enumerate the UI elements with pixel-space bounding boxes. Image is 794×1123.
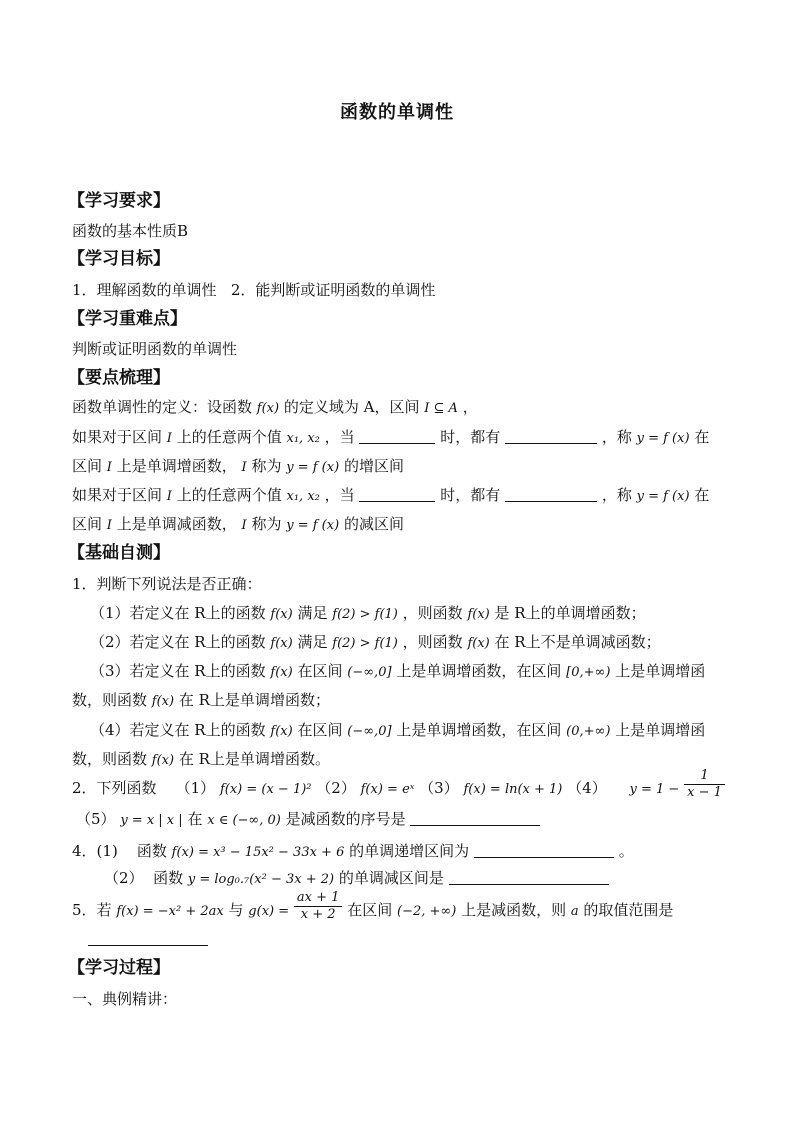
math-expression: f(x) = ln(x + 1): [463, 782, 563, 797]
question-2: [72, 767, 725, 801]
math-expression: f(x): [270, 636, 293, 651]
definition-line: [72, 396, 478, 420]
math-expression: I: [166, 431, 172, 446]
text: ，当: [324, 428, 355, 446]
text: 5．若: [72, 901, 112, 919]
text: ，称: [601, 428, 632, 446]
text: 区间: [72, 457, 103, 475]
section-heading-requirements: 【学习要求】: [68, 191, 170, 211]
math-expression: f(x): [270, 724, 293, 739]
math-expression: f(x): [270, 607, 293, 622]
text: 在 R上是单调增函数；: [178, 691, 330, 709]
subsection-examples: 一、典例精讲：: [72, 990, 178, 1008]
text: ，称: [601, 486, 632, 504]
decreasing-definition-line-1: [72, 484, 709, 508]
math-expression: (0,+∞): [566, 724, 611, 739]
text: 与: [228, 901, 244, 919]
math-expression: [0,+∞): [566, 665, 611, 680]
question-1-item-1: [90, 602, 646, 626]
text: 满足: [297, 604, 328, 622]
text: 区间: [72, 515, 103, 533]
text: ，则函数: [402, 633, 463, 651]
question-1-item-2: [90, 631, 661, 655]
text: 上是单调增函: [615, 721, 706, 739]
text: 4．(1) 函数: [72, 842, 167, 860]
question-2-cont: [76, 808, 540, 832]
text: 称为: [251, 457, 282, 475]
math-expression: f(x) = (x − 1)²: [219, 782, 312, 797]
page-title: 函数的单调性: [340, 102, 454, 123]
text: 上是减函数，则: [461, 901, 567, 919]
math-expression: x₁, x₂: [286, 431, 320, 446]
math-expression: I: [106, 518, 112, 533]
math-expression: g(x) =: [248, 904, 290, 919]
math-expression: a: [570, 904, 579, 919]
math-expression: f(x): [151, 753, 175, 768]
question-1-item-4: [90, 719, 705, 743]
text: 在: [187, 810, 203, 828]
math-expression: y = f (x): [636, 431, 690, 446]
text: （4）: [567, 779, 607, 797]
text: 在区间: [347, 901, 393, 919]
section-heading-summary: 【要点梳理】: [68, 368, 170, 388]
math-expression: f(x) = −x² + 2ax: [116, 904, 224, 919]
requirements-text: 函数的基本性质B: [72, 222, 189, 240]
text: 上的任意两个值: [176, 486, 282, 504]
math-expression: y = 1 −: [629, 782, 680, 797]
math-expression: y = f (x): [286, 460, 340, 475]
text: 在区间: [297, 721, 343, 739]
denominator: x + 2: [300, 906, 336, 922]
math-expression: f(2) > f(1): [332, 607, 398, 622]
fraction: [684, 768, 725, 801]
text: （2）: [316, 779, 356, 797]
denominator: x − 1: [687, 784, 722, 800]
key-points-text: 判断或证明函数的单调性: [72, 340, 238, 358]
text: （3）若定义在 R上的函数: [90, 662, 266, 680]
text: 在: [694, 486, 710, 504]
math-expression: I: [241, 518, 247, 533]
text: 的单调递增区间为: [349, 842, 470, 860]
text: （5）: [76, 810, 116, 828]
math-expression: y = x | x |: [120, 813, 183, 828]
section-heading-process: 【学习过程】: [68, 958, 170, 978]
decreasing-definition-line-2: [72, 513, 404, 537]
text: 的单调减区间是: [338, 869, 444, 887]
math-expression: y = log₀.₇(x² − 3x + 2): [187, 872, 335, 887]
section-heading-key-points: 【学习重难点】: [68, 309, 187, 329]
text: 称为: [251, 515, 282, 533]
question-4-part-2: [104, 867, 609, 891]
math-expression: y = f (x): [286, 518, 340, 533]
text: 函数单调性的定义：设函数: [72, 398, 253, 416]
math-expression: x ∈ (−∞, 0): [207, 813, 281, 828]
text: 的减区间: [343, 515, 404, 533]
text: 的取值范围是: [583, 901, 674, 919]
text: （3）: [419, 779, 459, 797]
text: 上是单调增函数，在区间: [396, 721, 562, 739]
text: ，当: [324, 486, 355, 504]
math-expression: f(x): [467, 607, 490, 622]
text: （4）若定义在 R上的函数: [90, 721, 266, 739]
text: （1）若定义在 R上的函数: [90, 604, 266, 622]
increasing-definition-line-1: [72, 426, 709, 450]
math-expression: y = f (x): [636, 489, 690, 504]
fill-blank[interactable]: [505, 487, 597, 502]
text: 是 R上的单调增函数；: [494, 604, 646, 622]
text: 如果对于区间: [72, 428, 163, 446]
text: 数，则函数: [72, 691, 148, 709]
text: 时，都有: [440, 486, 501, 504]
goals-text: 1．理解函数的单调性 2．能判断或证明函数的单调性: [72, 281, 436, 299]
question-1-item-3: [90, 660, 705, 684]
fraction: [294, 890, 343, 923]
math-expression: (−∞,0]: [347, 724, 392, 739]
text: ，: [462, 398, 478, 416]
math-expression: (−2, +∞): [397, 904, 457, 919]
text: 时，都有: [440, 428, 501, 446]
math-expression: f(x): [151, 694, 175, 709]
text: 上的任意两个值: [176, 428, 282, 446]
text: 数，则函数: [72, 750, 148, 768]
numerator: ax + 1: [294, 890, 343, 907]
section-heading-self-test: 【基础自测】: [68, 543, 170, 563]
answer-blank-line[interactable]: [88, 945, 208, 946]
fill-blank[interactable]: [410, 811, 540, 826]
question-1-item-3-cont: [72, 689, 330, 713]
question-4-part-1: [72, 840, 634, 864]
numerator: 1: [684, 768, 725, 785]
math-expression: (−∞,0]: [347, 665, 392, 680]
text: 在 R上是单调增函数。: [178, 750, 330, 768]
math-expression: x₁, x₂: [286, 489, 320, 504]
math-expression: I: [106, 460, 112, 475]
fill-blank[interactable]: [359, 429, 435, 444]
math-expression: f(x) = eˣ: [360, 782, 415, 797]
text: 在区间: [297, 662, 343, 680]
text: 在 R上不是单调减函数；: [494, 633, 661, 651]
text: 上是单调增函数，在区间: [396, 662, 562, 680]
text: 上是单调增函: [615, 662, 706, 680]
math-expression: f(x): [256, 401, 280, 416]
math-expression: f(x) = x³ − 15x² − 33x + 6: [171, 845, 345, 860]
text: 上是单调增函数，: [116, 457, 237, 475]
text: （2） 函数: [104, 869, 184, 887]
math-expression: I: [166, 489, 172, 504]
text: 上是单调减函数，: [116, 515, 237, 533]
text: 是减函数的序号是: [285, 810, 406, 828]
fill-blank[interactable]: [474, 843, 614, 858]
fill-blank[interactable]: [449, 870, 609, 885]
math-expression: I: [241, 460, 247, 475]
text: 。: [618, 842, 634, 860]
text: （2）若定义在 R上的函数: [90, 633, 266, 651]
text: 的定义域为 A，区间: [283, 398, 420, 416]
text: 在: [694, 428, 710, 446]
question-5: [72, 889, 674, 923]
text: ，则函数: [402, 604, 463, 622]
text: 如果对于区间: [72, 486, 163, 504]
question-1-item-4-cont: [72, 748, 330, 772]
math-expression: f(x): [270, 665, 293, 680]
math-expression: f(2) > f(1): [332, 636, 398, 651]
question-1: 1．判断下列说法是否正确：: [72, 575, 262, 593]
fill-blank[interactable]: [505, 429, 597, 444]
text: 2．下列函数 （1）: [72, 779, 216, 797]
text: 满足: [297, 633, 328, 651]
math-expression: f(x): [467, 636, 490, 651]
increasing-definition-line-2: [72, 455, 404, 479]
text: 的增区间: [343, 457, 404, 475]
fill-blank[interactable]: [359, 487, 435, 502]
section-heading-goals: 【学习目标】: [68, 249, 170, 269]
math-expression: I ⊆ A: [424, 401, 458, 416]
